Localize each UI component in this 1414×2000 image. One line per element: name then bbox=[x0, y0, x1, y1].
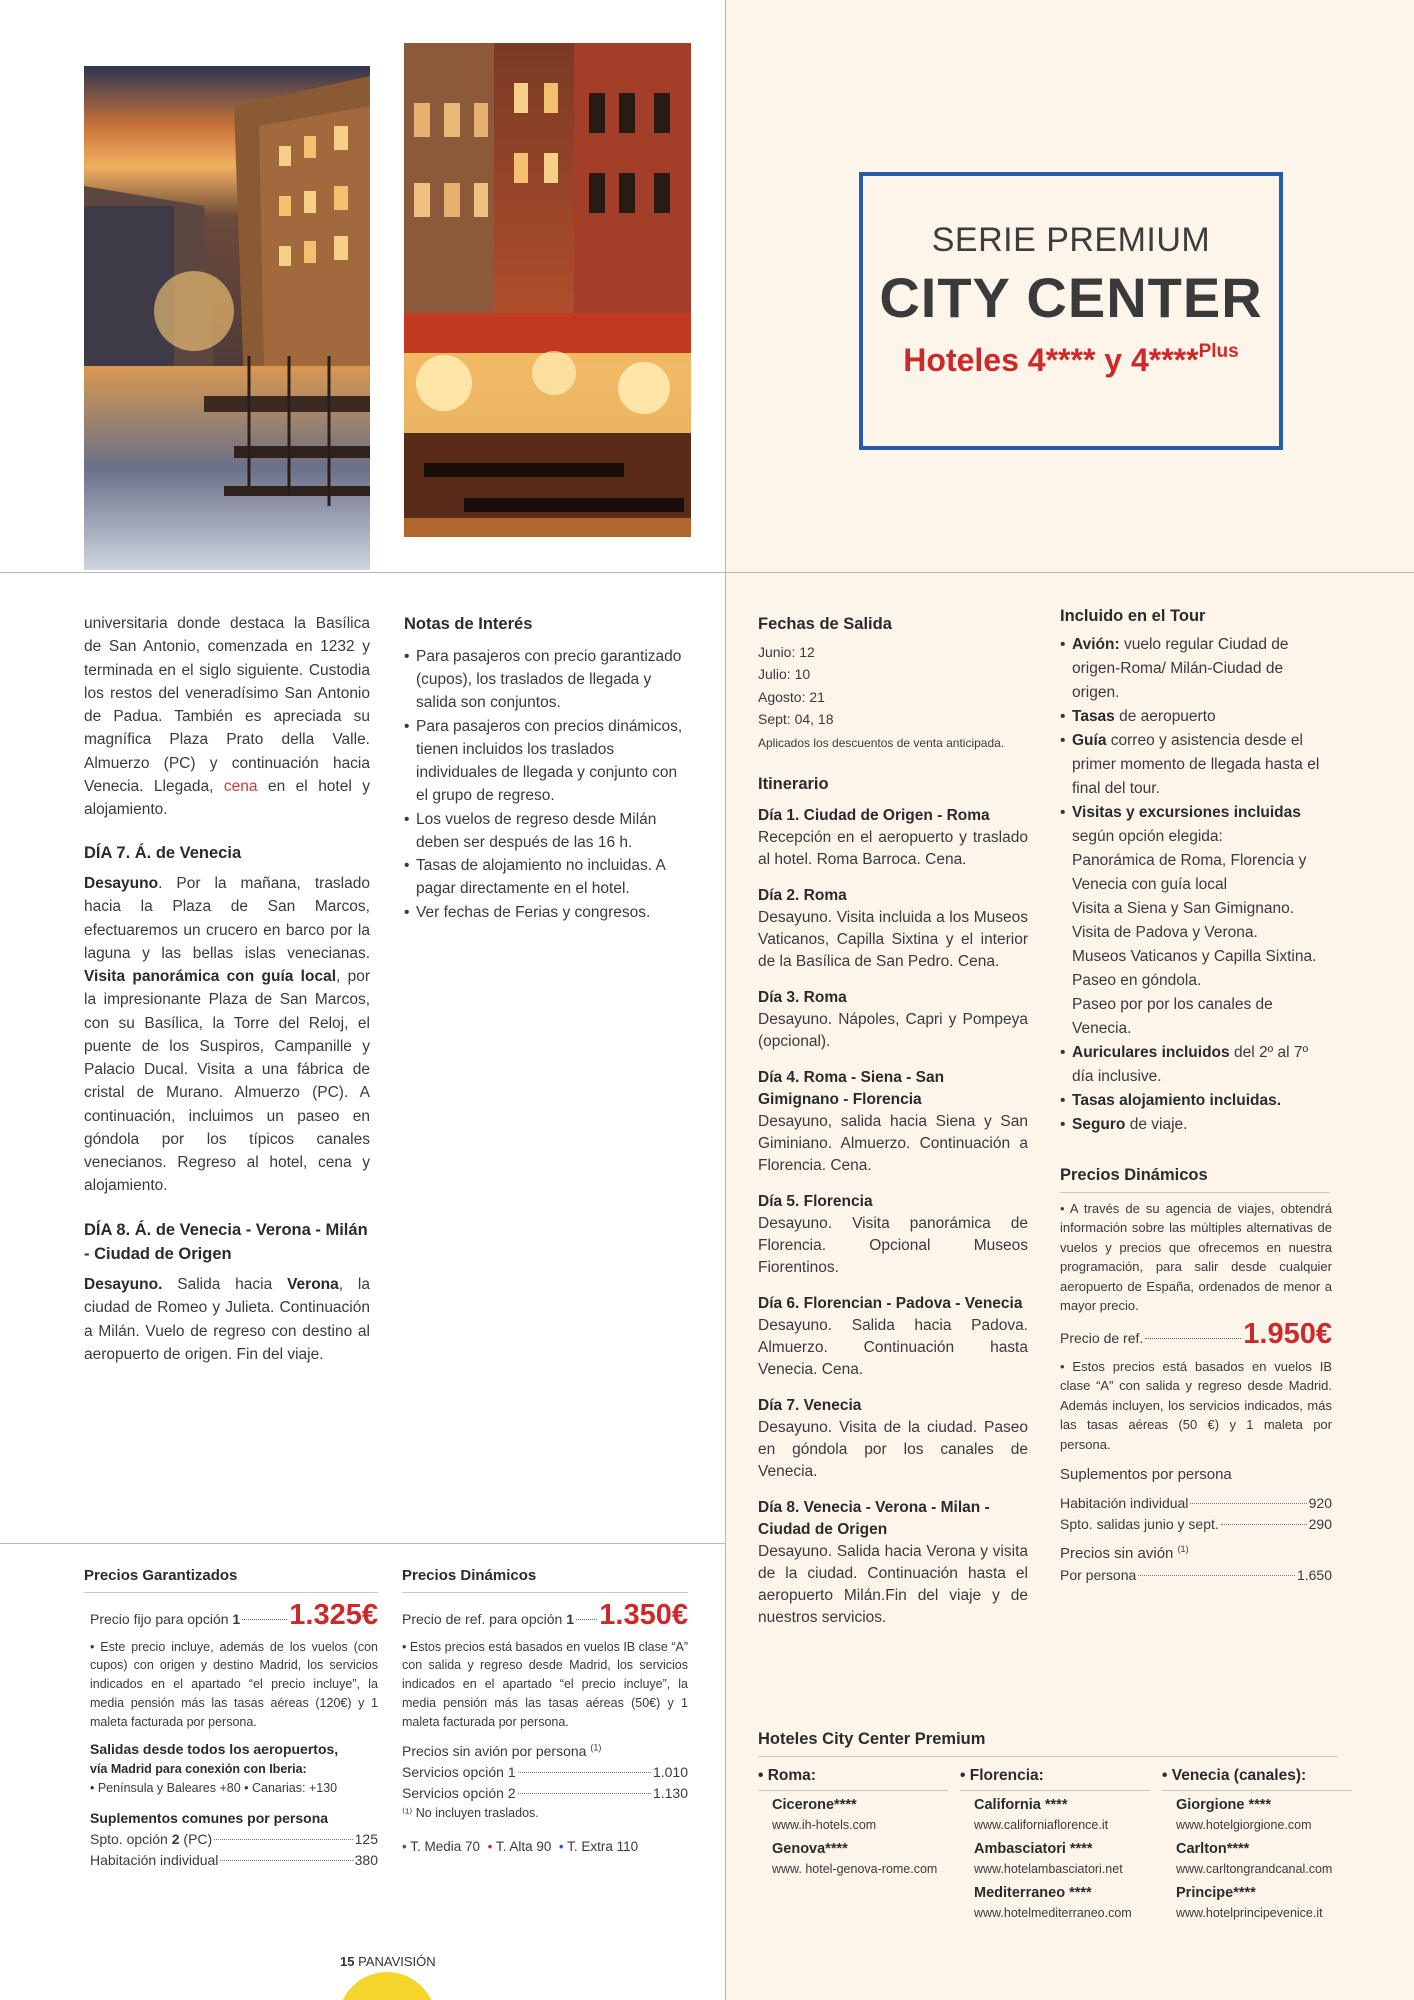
itinerary-days: Día 1. Ciudad de Origen - Roma Recepción en el aeropuerto y traslado al hotel. Roma Barroca. Cena. Día 2. Roma Desayuno. Visita incluida a los Museos Vaticanos, Capilla Sixtina y el interior de la Basílica de San Pedro. Cena. Día 3. Roma Desayuno. Nápoles, Capri y Pompeya (opcional). Día 4. Roma - Siena - San Gimignano - Florencia Desayuno, salida hacia Siena y San Giminiano. Almuerzo. Continuación a Florencia. Cena. Día 5. Florencia Desayuno. Visita panorámica de Florencia. Opcional Museos Fiorentinos. Día 6. Florencian - Padova - Venecia Desayuno. Salida hacia Padova. Almuerzo. Continuación hasta Venecia. Cena. Día 7. Venecia Desayuno. Visita de la ciudad. Paseo en góndola por los canales de Venecia. Día 8. Venecia - Verona - Milan - Ciudad de Origen Desayuno. Salida hacia Verona y visita de la ciudad. Continuación hasta el aeropuerto Milán.Fin del viaje y de nuestros servicios. bbox=[758, 807, 1028, 1627]
supplement-row: Habitación individual 380 bbox=[90, 1851, 378, 1868]
page-footer: 15 PANAVISIÓN bbox=[340, 1954, 436, 1969]
supplements-title: Suplementos por persona bbox=[1060, 1466, 1232, 1484]
included-prices-column bbox=[1060, 604, 1332, 1586]
guaranteed-price-note: • Este precio incluye, además de los vuelos (con cupos) con origen y destino Madrid, los servicios indicados en el apartado “el precio incluye”, la media pensión más las tasas aéreas (120€) y 1 maleta facturada por persona. bbox=[90, 1639, 378, 1729]
notes-title: Notas de Interés bbox=[404, 615, 533, 633]
no-flight-title: Precios sin avión $^{(1)}$ bbox=[1060, 1543, 1189, 1562]
supplement-row: Spto. salidas junio y sept. 290 bbox=[1060, 1515, 1332, 1532]
day7-text: Desayuno. Por la mañana, traslado hacia la Plaza de San Marcos, efectuaremos un crucero en barco por la laguna y las bellas islas venecianas. Visita panorámica con guía local, por la impresionante Plaza de San Marcos, con su Basílica, la Torre del Reloj, el puente de los Suspiros, Campanille y Palacio Ducal. Visita a una fábrica de cristal de Murano. Almuerzo (PC). A continuación, incluimos un paseo en góndola por los típicos canales venecianos. Regreso al hotel, cena y alojamiento. bbox=[84, 875, 371, 1195]
note-item: • Los vuelos de regreso desde Milán deben ser después de las 16 h. bbox=[404, 808, 686, 855]
dynamic-prices-left-section bbox=[402, 1565, 688, 1857]
supplement-row: Habitación individual 920 bbox=[1060, 1494, 1332, 1511]
dynamic-prices-left-title: Precios Dinámicos bbox=[402, 1565, 688, 1593]
guaranteed-price-row: Precio fijo para opción 1 1.325€ bbox=[90, 1598, 378, 1631]
dynamic-prices-note: • Estos precios está basados en vuelos IB clase “A” con salida y regreso desde Madrid. Además incluyen, los servicios indicados, más las tasas aéreas (50 €) y 1 maleta por persona. bbox=[1060, 1358, 1332, 1452]
dynamic-prices-right-title: Precios Dinámicos bbox=[1060, 1163, 1330, 1193]
departure-dates-list: Junio: 12 Julio: 10 Agosto: 21 Sept: 04, 18 bbox=[758, 643, 834, 727]
itinerary-title: Itinerario bbox=[758, 775, 829, 794]
day8-title: DÍA 8. Á. de Venecia - Verona - Milán - Ciudad de Origen bbox=[84, 1220, 368, 1264]
note-item: • Tasas de alojamiento no incluidas. A pagar directamente en el hotel. bbox=[404, 854, 686, 901]
hotels-city-roma: • Roma: Cicerone**** www.ih-hotels.com Genova**** www. hotel-genova-rome.com bbox=[758, 1764, 948, 1883]
supplement-row: Spto. opción 2 (PC) 125 bbox=[90, 1830, 378, 1847]
no-flight-prices-title: Precios sin avión por persona $^{(1)}$ bbox=[402, 1742, 602, 1760]
season-supplements: • T. Media 70 • T. Alta 90 • T. Extra 110 bbox=[402, 1839, 639, 1854]
guaranteed-prices-title: Precios Garantizados bbox=[84, 1565, 378, 1593]
hotels-title: Hoteles City Center Premium bbox=[758, 1727, 1338, 1757]
included-visits: Panorámica de Roma, Florencia y Venecia con guía local Visita a Siena y San Gimignano. Visita de Padova y Verona. Museos Vaticanos y Capilla Sixtina. Paseo en góndola. Paseo por por los canales de Venecia. bbox=[1072, 851, 1317, 1037]
hotels-city-florencia: • Florencia: California **** www.californiaflorence.it Ambasciatori **** www.hotelambasciatori.net Mediterraneo **** www.hotelmediterraneo.com bbox=[960, 1764, 1150, 1927]
note-item: • Ver fechas de Ferias y congresos. bbox=[404, 901, 686, 924]
departures-detail: • Península y Baleares +80 • Canarias: +130 bbox=[90, 1781, 338, 1795]
dynamic-ref-price-row: Precio de ref. 1.950€ bbox=[1060, 1317, 1332, 1350]
series-title-box bbox=[859, 172, 1283, 450]
notes-list bbox=[404, 645, 686, 924]
dynamic-price-note: • Estos precios está basados en vuelos IB clase “A” con salida y regreso desde Madrid, los servicios indicados en el apartado “el precio incluye”, la media pensión más las tasas aéreas (50€) y 1 maleta facturada por persona. bbox=[402, 1639, 688, 1729]
series-name: CITY CENTER bbox=[879, 265, 1263, 329]
departures-subtitle: vía Madrid para conexión con Iberia: bbox=[90, 1762, 307, 1777]
dates-itinerary-column bbox=[758, 612, 1028, 1629]
venice-canal-photo-2 bbox=[404, 43, 691, 537]
intro-paragraph: universitaria donde destaca la Basílica de San Antonio, comenzada en 1232 y terminada en el siglo siguiente. Custodia los restos del veneradísimo San Antonio de Padua. También es apreciada su magnífica Plaza Prato della Valle. Almuerzo (PC) y continuación hacia Venecia. Llegada, cena en el hotel y alojamiento. bbox=[84, 615, 371, 818]
included-title: Incluido en el Tour bbox=[1060, 607, 1206, 625]
included-list-more: • Auriculares incluidos del 2º al 7º día inclusive. • Tasas alojamiento incluidas. • Seguro de viaje. bbox=[1060, 1041, 1332, 1137]
hotel-category: Hoteles 4**** y 4****$^{Plus}$ bbox=[903, 341, 1239, 379]
day7-title: DÍA 7. Á. de Venecia bbox=[84, 844, 242, 863]
departure-dates-title: Fechas de Salida bbox=[758, 615, 892, 633]
guaranteed-prices-section bbox=[84, 1565, 378, 1871]
common-supplements-title: Suplementos comunes por persona bbox=[90, 1809, 329, 1826]
dynamic-ref-price: 1.350€ bbox=[599, 1598, 688, 1631]
dynamic-prices-intro: • A través de su agencia de viajes, obtendrá información sobre las múltiples alternativas de vuelos y precios que ofrecemos en nuestra programación, para salir desde cualquier aeropuerto de España, ordenados de menor a mayor precio. bbox=[1060, 1200, 1332, 1314]
hotels-section bbox=[758, 1727, 1338, 1757]
dynamic-ref-price-right: 1.950€ bbox=[1243, 1317, 1332, 1350]
included-list: • Avión: vuelo regular Ciudad de origen-Roma/ Milán-Ciudad de origen. • Tasas de aeropuerto • Guía correo y asistencia desde el primer momento de llegada hasta el final del tour. • Visitas y excursiones incluidas según opción elegida: bbox=[1060, 633, 1332, 849]
early-booking-note: Aplicados los descuentos de venta anticipada. bbox=[758, 736, 1005, 751]
no-flight-row: Servicios opción 2 1.130 bbox=[402, 1785, 688, 1802]
bottom-left-divider bbox=[0, 1543, 725, 1544]
no-transfers-footnote: ⁽¹⁾ No incluyen traslados. bbox=[402, 1806, 539, 1821]
notes-column bbox=[404, 612, 686, 924]
yellow-circle-decoration bbox=[338, 1972, 436, 2000]
center-divider bbox=[725, 0, 726, 2000]
note-item: • Para pasajeros con precios dinámicos, tienen incluidos los traslados individuales de llegada y conjunto con el grupo de regreso. bbox=[404, 715, 686, 808]
series-label: SERIE PREMIUM bbox=[931, 221, 1211, 259]
hotels-city-venecia: • Venecia (canales): Giorgione **** www.hotelgiorgione.com Carlton**** www.carltongrandcanal.com Principe**** www.hotelprincipevenice.it bbox=[1162, 1764, 1352, 1927]
no-flight-row: Servicios opción 1 1.010 bbox=[402, 1764, 688, 1781]
note-item: • Para pasajeros con precio garantizado (cupos), los traslados de llegada y salida son conjuntos. bbox=[404, 645, 686, 715]
itinerary-continued-column bbox=[84, 612, 370, 1366]
top-divider bbox=[0, 572, 1414, 573]
dynamic-price-row: Precio de ref. para opción 1 1.350€ bbox=[402, 1598, 688, 1631]
no-flight-row: Por persona 1.650 bbox=[1060, 1567, 1332, 1584]
venice-canal-photo-1 bbox=[84, 66, 370, 570]
day8-text: Desayuno. Salida hacia Verona, la ciudad de Romeo y Julieta. Continuación a Milán. Vuelo de regreso con destino al aeropuerto de origen. Fin del viaje. bbox=[84, 1276, 370, 1363]
guaranteed-price: 1.325€ bbox=[289, 1598, 378, 1631]
departures-title: Salidas desde todos los aeropuertos, bbox=[90, 1741, 339, 1758]
